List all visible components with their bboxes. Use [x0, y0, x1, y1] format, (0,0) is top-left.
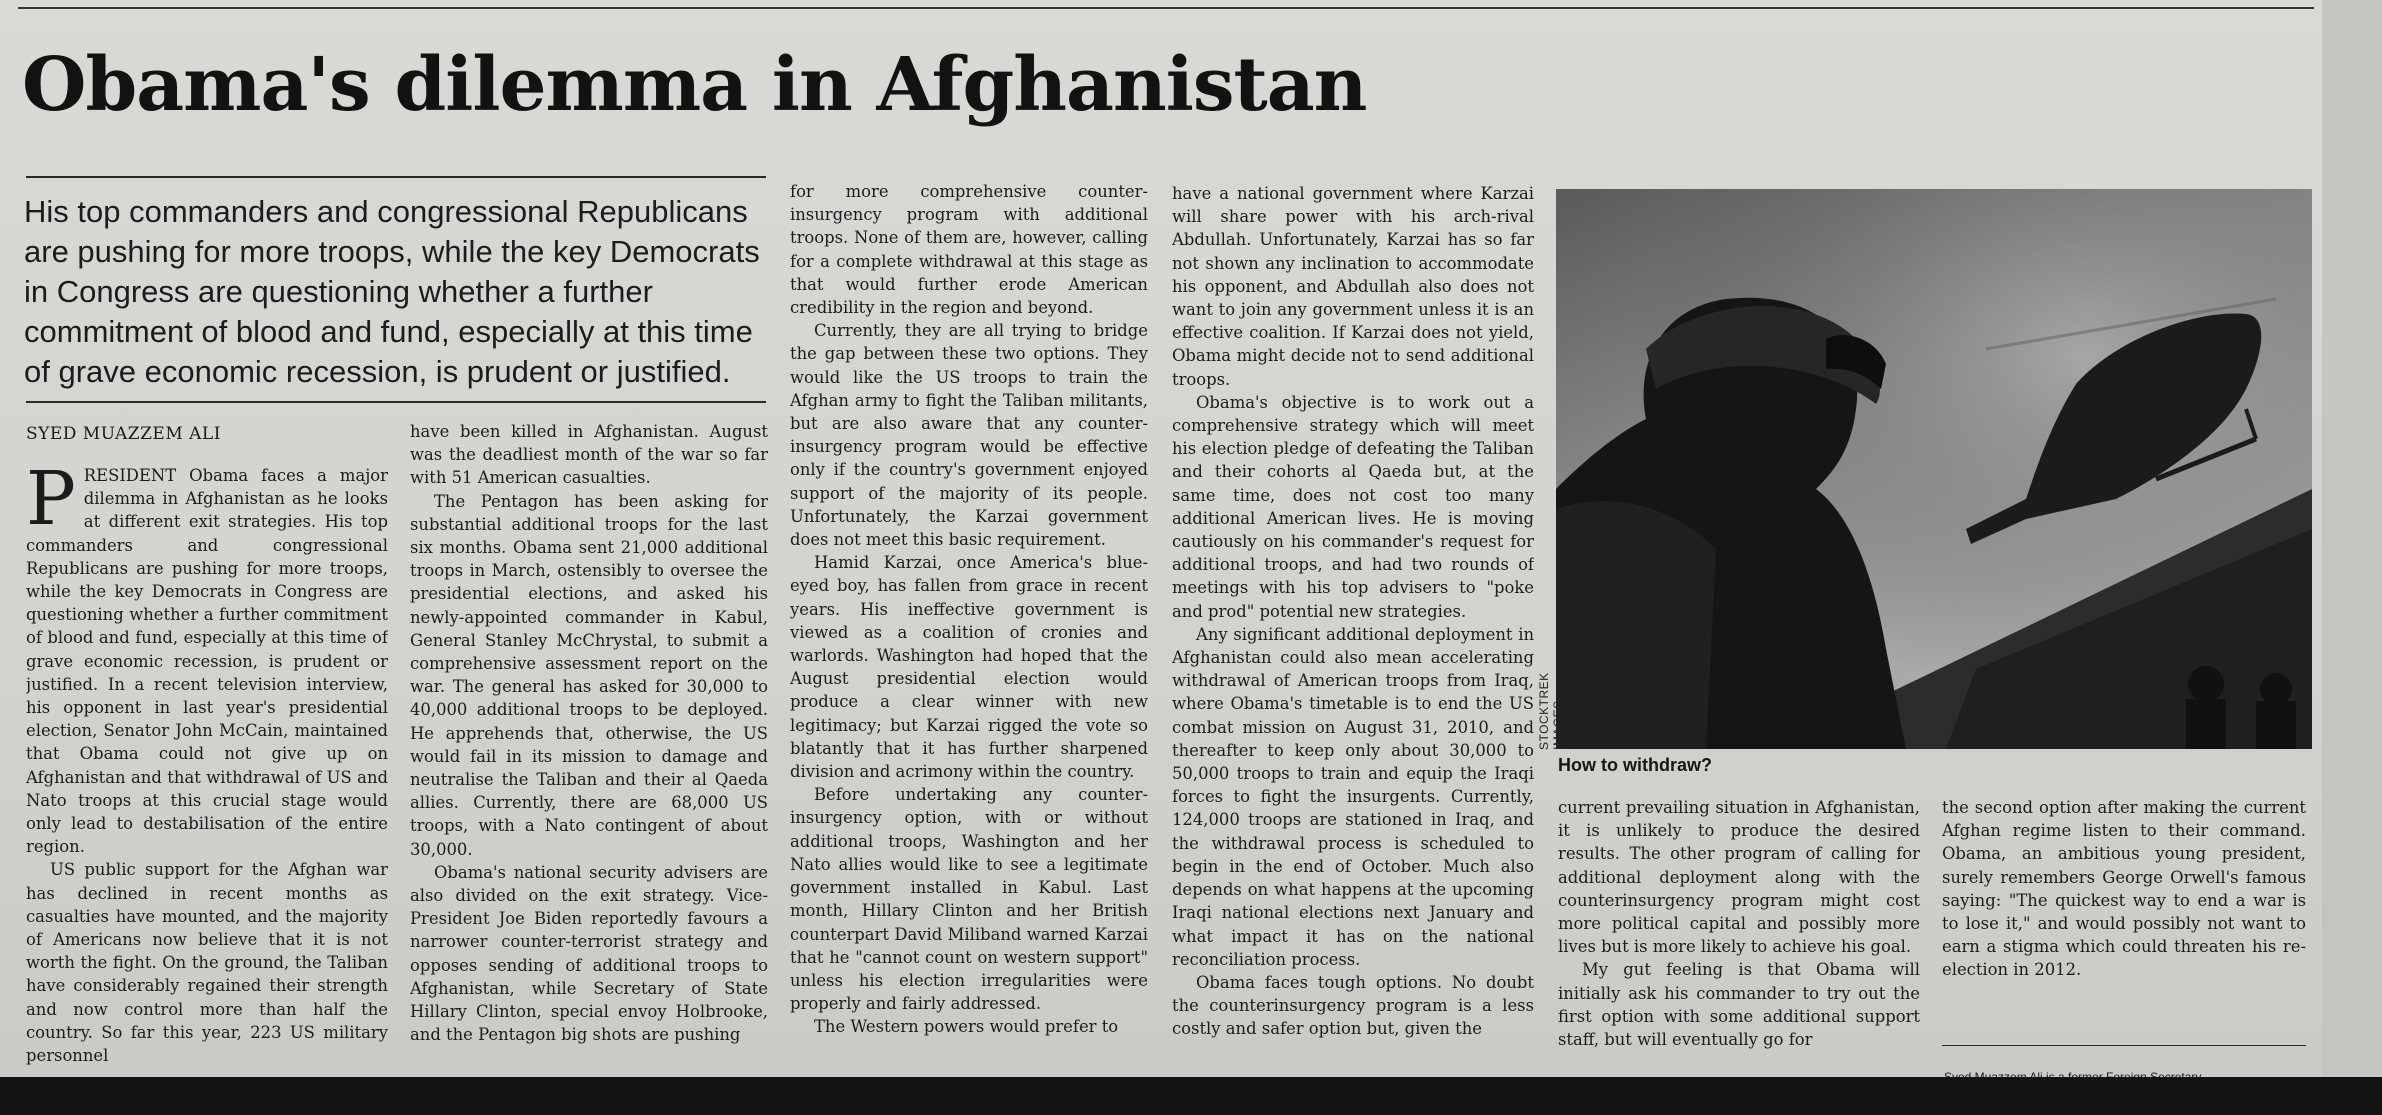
deck-top-rule: [26, 176, 766, 178]
photo-caption: How to withdraw?: [1558, 755, 1712, 775]
col1-paragraph-1: RESIDENT Obama faces a major dilemma in Afghanistan as he looks at different exit strategies. His top commanders and congressional Republicans are pushing for more troops, while the key Democrats in Congress are questioning whether a further commitment of blood and fund, especially at this time of grave economic recession, is prudent or justified. In a recent television interview, his opponent in last year's presidential election, Senator John McCain, maintained that Obama could not give up on Afghanistan and that withdrawal of US and Nato troops at this crucial stage would only lead to destabilisation of the entire region.: [26, 466, 388, 857]
page-edge: [2322, 0, 2382, 1115]
column-1: [26, 464, 388, 1068]
deck: His top commanders and congressional Republicans are pushing for more troops, while the key Democrats in Congress are questioning whether a further commitment of blood and fund, especially at this time of grave economic recession, is prudent or justified.: [24, 194, 760, 389]
col4-paragraph-1: have a national government where Karzai will share power with his arch-rival Abdullah. Unfortunately, Karzai has so far not shown any inclination to accommodate his opponent, and Abdullah also does not want to join any government unless it is an effective coalition. If Karzai does not yield, Obama might decide not to send additional troops.: [1172, 184, 1534, 389]
col5-paragraph-1: current prevailing situation in Afghanistan, it is unlikely to produce the desired results. The other program of calling for additional deployment along with the counterinsurgency program might cost more political capital and possibly more lives but is more likely to achieve his goal.: [1558, 798, 1920, 957]
col3-paragraph-2: Currently, they are all trying to bridge the gap between these two options. They would like the US troops to train the Afghan army to fight the Taliban militants, but are also aware that any counter-insurgency program would be effective only if the country's government enjoyed support of the majority of its people. Unfortunately, the Karzai government does not meet this basic requirement.: [790, 321, 1148, 550]
helicopter-photo: [1556, 189, 2312, 749]
endnote-rule: [1942, 1045, 2306, 1046]
scan-bottom-edge: [0, 1077, 2382, 1115]
col2-paragraph-1: have been killed in Afghanistan. August was the deadliest month of the war so far with 51 American casualties.: [410, 422, 768, 488]
photo-image: [1556, 189, 2312, 749]
col2-paragraph-2: The Pentagon has been asking for substantial additional troops for the last six months. Obama sent 21,000 additional troops in March, ostensibly to oversee the presidential elections, and asked his newly-appointed commander in Kabul, General Stanley McChrystal, to submit a comprehensive assessment report on the war. The general has asked for 30,000 to 40,000 additional troops to be deployed. He apprehends that, otherwise, the US would fail in its mission to damage and neutralise the Taliban and their al Qaeda allies. Currently, there are 68,000 US troops, with a Nato contingent of about 30,000.: [410, 491, 768, 859]
column-4: [1172, 182, 1534, 1068]
col5-paragraph-2: My gut feeling is that Obama will initially ask his commander to try out the first option with some additional support staff, but will eventually go for: [1558, 960, 1920, 1050]
top-rule: [18, 7, 2314, 9]
col3-paragraph-4: Before undertaking any counter-insurgency option, with or without additional troops, Washington and her Nato allies would like to see a legitimate government installed in Kabul. Last month, Hillary Clinton and her British counterpart David Miliband warned Karzai that he "cannot count on western support" unless his election irregularities were properly and fairly addressed.: [790, 785, 1148, 1014]
dropcap: P: [26, 464, 76, 542]
column-6: [1942, 796, 2306, 1028]
col6-paragraph-1: the second option after making the current Afghan regime listen to their command. Obama, an ambitious young president, surely remembers George Orwell's famous saying: "The quickest way to end a war is to lose it," and would possibly not want to earn a stigma which could threaten his re-election in 2012.: [1942, 798, 2306, 980]
column-5: [1558, 796, 1920, 1068]
byline: SYED MUAZZEM ALI: [26, 424, 221, 444]
col1-paragraph-2: US public support for the Afghan war has declined in recent months as casualties have mounted, and the majority of Americans now believe that it is not worth the fight. On the ground, the Taliban have considerably regained their strength and now control more than half the country. So far this year, 223 US military personnel: [26, 860, 388, 1066]
deck-bottom-rule: [26, 401, 766, 403]
col4-paragraph-4: Obama faces tough options. No doubt the counterinsurgency program is a less costly and safer option but, given the: [1172, 972, 1534, 1039]
col2-paragraph-3: Obama's national security advisers are also divided on the exit strategy. Vice-President Joe Biden reportedly favours a narrower counter-terrorist strategy and opposes sending of additional troops to Afghanistan, while Secretary of State Hillary Clinton, special envoy Holbrooke, and the Pentagon big shots are pushing: [410, 862, 768, 1045]
column-3: [790, 180, 1148, 1068]
col3-paragraph-3: Hamid Karzai, once America's blue-eyed boy, has fallen from grace in recent years. His ineffective government is viewed as a coalition of cronies and warlords. Washington had hoped that the August presidential election would produce a clear winner with new legitimacy; but Karzai rigged the vote so blatantly that it has further sharpened division and acrimony within the country.: [790, 553, 1148, 782]
col3-paragraph-5: The Western powers would prefer to: [814, 1017, 1119, 1037]
column-2: [410, 420, 768, 1068]
col4-paragraph-2: Obama's objective is to work out a comprehensive strategy which will meet his election pledge of defeating the Taliban and their cohorts al Qaeda but, at the same time, does not cost too many additional American lives. He is moving cautiously on his commander's request for additional troops, and had two rounds of meetings with his top advisers to "poke and prod" potential new strategies.: [1172, 392, 1534, 621]
col3-paragraph-1: for more comprehensive counter-insurgency program with additional troops. None of them are, however, calling for a complete withdrawal at this stage as that would further erode American credibility in the region and beyond.: [790, 182, 1148, 318]
photo-credit: STOCKTREK IMAGES: [1537, 672, 1565, 750]
col4-paragraph-3: Any significant additional deployment in Afghanistan could also mean accelerating withdrawal of American troops from Iraq, where Obama's timetable is to end the US combat mission on August 31, 2010, and thereafter to keep only about 30,000 to 50,000 troops to train and equip the Iraqi forces to fight the insurgents. Currently, 124,000 troops are stationed in Iraq, and the withdrawal process is scheduled to begin in the end of October. Much also depends on what happens at the upcoming Iraqi national elections next January and what impact it has on the national reconciliation process.: [1172, 624, 1534, 969]
headline: Obama's dilemma in Afghanistan: [22, 42, 1367, 128]
